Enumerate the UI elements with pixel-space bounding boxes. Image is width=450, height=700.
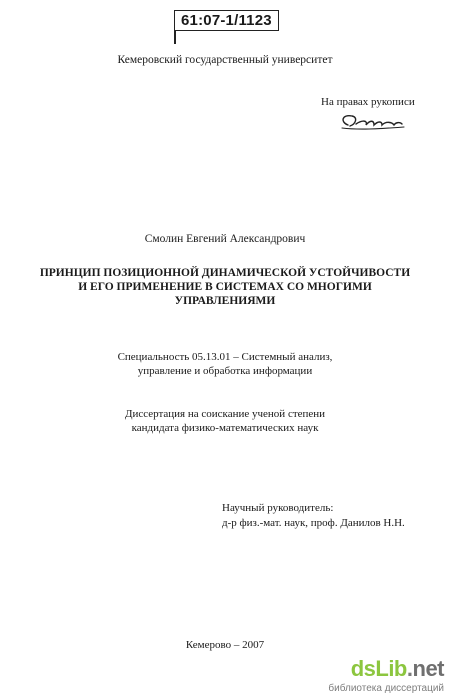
dissertation-title [0,266,450,308]
manuscript-rights: На правах рукописи [321,96,415,108]
specialty-block [0,350,450,378]
advisor-label: Научный руководитель: [222,502,334,514]
library-stamp: 61:07-1/1123 [174,10,279,31]
degree-line: кандидата физико-математических наук [131,422,319,434]
city-year: Кемерово – 2007 [185,639,265,651]
title-line: УПРАВЛЕНИЯМИ [174,295,276,307]
watermark-dot: . [406,656,413,681]
watermark-logo [351,656,444,682]
title-line: И ЕГО ПРИМЕНЕНИЕ В СИСТЕМАХ СО МНОГИМИ [78,281,372,293]
advisor-name: д-р физ.-мат. наук, проф. Данилов Н.Н. [222,517,405,529]
specialty-line: управление и обработка информации [137,365,313,377]
stamp-line [174,30,176,44]
university-name: Кемеровский государственный университет [117,54,333,66]
watermark-brand: dsLib [350,656,407,681]
signature-icon [338,110,408,134]
degree-block [0,407,450,435]
advisor-block [222,501,405,531]
watermark-tld: net [412,656,444,681]
title-line: ПРИНЦИП ПОЗИЦИОННОЙ ДИНАМИЧЕСКОЙ УСТОЙЧИВОСТИ [39,267,411,279]
watermark-caption: библиотека диссертаций [328,683,444,694]
author-name: Смолин Евгений Александрович [144,233,306,245]
dslib-watermark[interactable] [328,656,446,696]
specialty-line: Специальность 05.13.01 – Системный анализ, [117,351,333,363]
degree-line: Диссертация на соискание ученой степени [124,408,326,420]
